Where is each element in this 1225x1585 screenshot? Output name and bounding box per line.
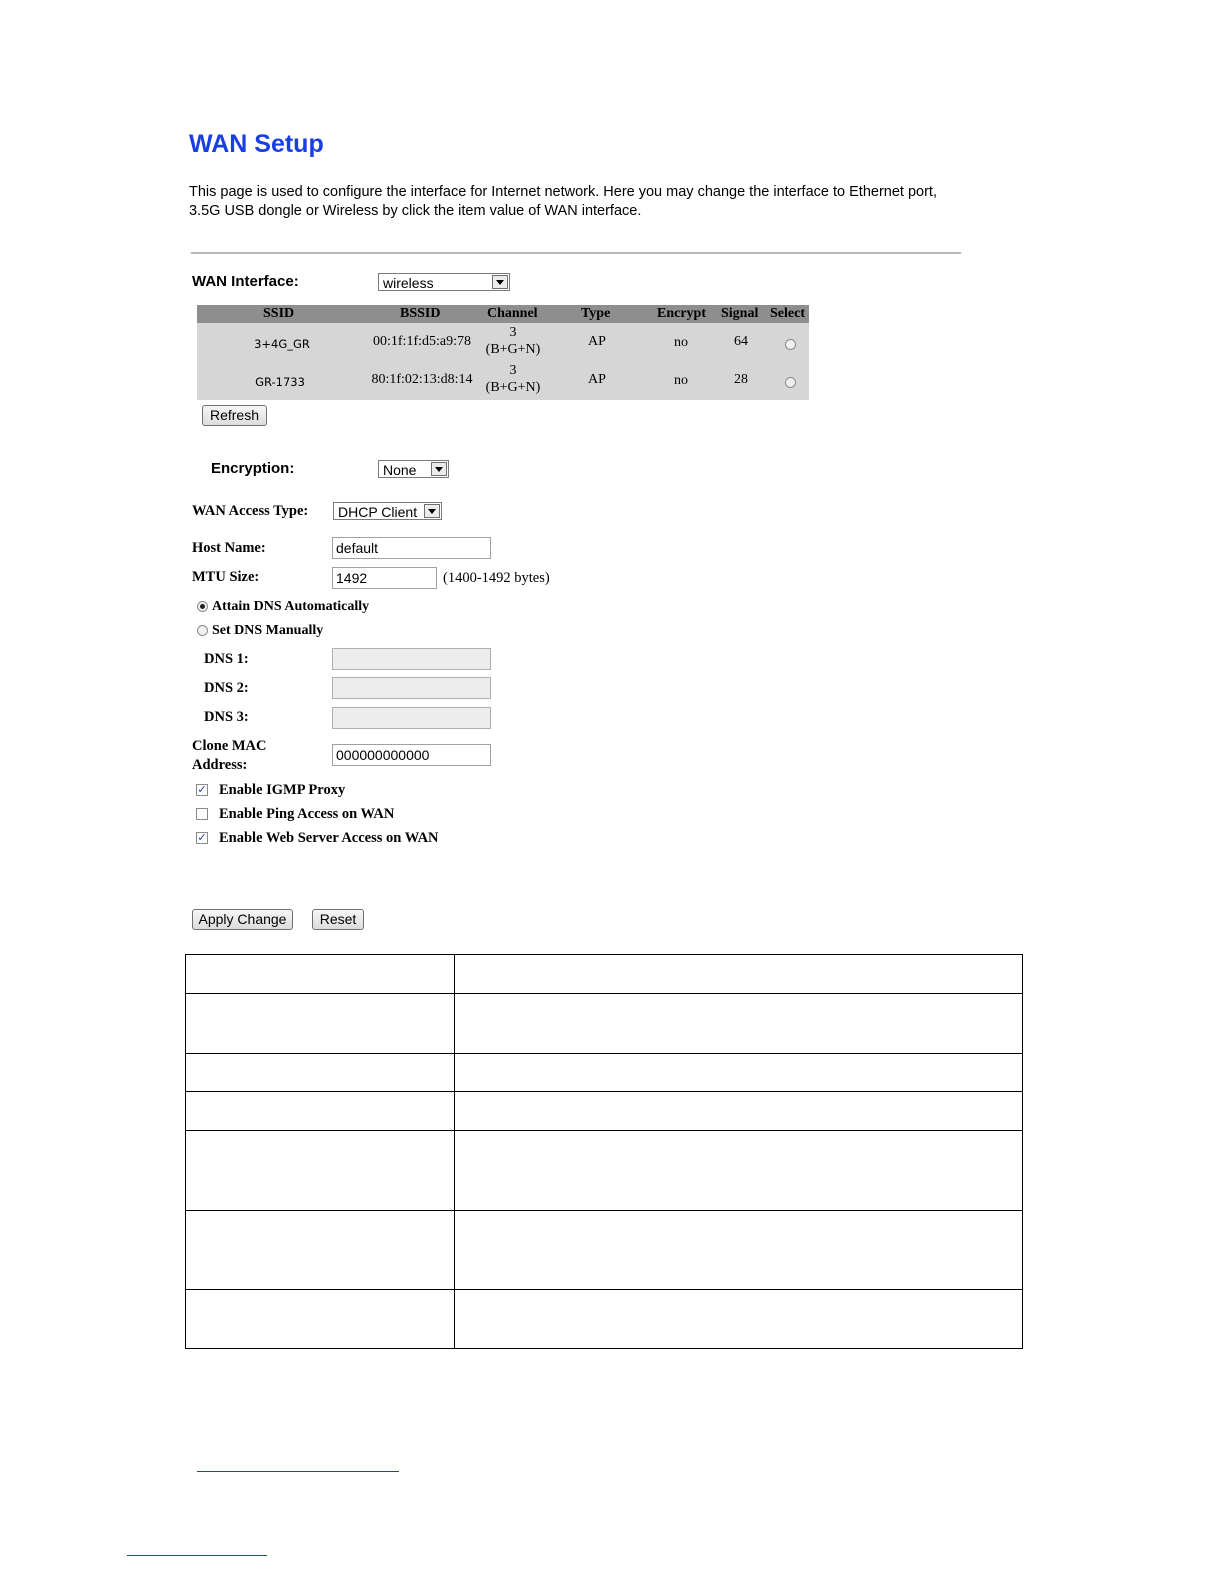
clone-mac-label-line2: Address: (192, 757, 248, 773)
refresh-button[interactable]: Refresh (202, 405, 267, 426)
table-cell-ssid: GR-1733 (255, 375, 305, 389)
dns2-label: DNS 2: (204, 680, 249, 696)
table-cell-bssid: 80:1f:02:13:d8:14 (371, 372, 473, 387)
table-cell-signal: 28 (734, 372, 748, 387)
web-access-label: Enable Web Server Access on WAN (219, 830, 439, 846)
page-description: This page is used to configure the interface for Internet network. Here you may change the interface to Ethernet port, 3.5G USB dongle or Wireless by click the item value of WAN interface. (189, 184, 937, 219)
table-cell-encrypt: no (674, 373, 688, 388)
dns-manual-radio[interactable] (197, 625, 208, 636)
chevron-down-icon (431, 462, 447, 476)
dns-manual-label: Set DNS Manually (212, 623, 324, 638)
dns1-label: DNS 1: (204, 651, 249, 667)
col-ssid: SSID (263, 306, 295, 321)
host-name-input[interactable]: default (332, 537, 491, 559)
col-select: Select (770, 306, 805, 321)
web-access-checkbox[interactable]: ✓ (197, 832, 207, 844)
access-type-label: WAN Access Type: (192, 503, 309, 519)
table-cell-type: AP (588, 334, 606, 349)
col-signal: Signal (721, 306, 759, 321)
access-type-select[interactable] (333, 502, 442, 520)
igmp-proxy-checkbox[interactable]: ✓ (197, 784, 207, 796)
dns1-input[interactable] (332, 648, 491, 670)
site-survey-table (197, 305, 809, 400)
clone-mac-label-line1: Clone MAC (192, 738, 267, 754)
ping-access-label: Enable Ping Access on WAN (219, 806, 395, 822)
dns3-input[interactable] (332, 707, 491, 729)
encryption-select[interactable] (378, 460, 449, 478)
igmp-proxy-label: Enable IGMP Proxy (219, 782, 346, 798)
apply-change-button[interactable]: Apply Change (192, 909, 293, 930)
reset-button[interactable]: Reset (312, 909, 364, 930)
parameter-table (185, 954, 1023, 1349)
select-radio-row-2[interactable] (785, 377, 796, 388)
mtu-hint: (1400-1492 bytes) (443, 570, 550, 586)
divider (191, 252, 961, 254)
table-cell-bssid: 00:1f:1f:d5:a9:78 (373, 334, 471, 349)
page-title: WAN Setup (189, 130, 324, 158)
ping-access-checkbox[interactable] (196, 808, 208, 820)
dns-auto-label: Attain DNS Automatically (212, 599, 370, 614)
dns2-input[interactable] (332, 677, 491, 699)
col-bssid: BSSID (400, 306, 441, 321)
wan-interface-value: wireless (383, 275, 434, 291)
table-cell-ssid: 3+4G_GR (254, 337, 310, 351)
footnote-link-underline (197, 1471, 399, 1472)
encryption-value: None (383, 462, 417, 478)
dns3-label: DNS 3: (204, 709, 249, 725)
clone-mac-input[interactable]: 000000000000 (332, 744, 491, 766)
table-cell-channel: 3 (509, 325, 517, 340)
col-type: Type (581, 306, 611, 321)
encryption-label: Encryption: (211, 460, 295, 477)
table-row-divider (186, 1210, 1022, 1211)
table-row-divider (186, 1091, 1022, 1092)
dns-auto-radio[interactable] (197, 601, 208, 612)
wan-interface-label: WAN Interface: (192, 273, 299, 290)
table-cell-channel-mode: (B+G+N) (485, 342, 541, 357)
col-encrypt: Encrypt (657, 306, 706, 321)
select-radio-row-1[interactable] (785, 339, 796, 350)
table-row-divider (186, 1130, 1022, 1131)
table-cell-encrypt: no (674, 335, 688, 350)
mtu-label: MTU Size: (192, 569, 260, 585)
wan-interface-select[interactable] (378, 273, 510, 291)
chevron-down-icon (492, 275, 508, 289)
access-type-value: DHCP Client (338, 504, 418, 520)
mtu-input[interactable]: 1492 (332, 567, 437, 589)
table-row-divider (186, 1289, 1022, 1290)
table-row-divider (186, 1053, 1022, 1054)
chevron-down-icon (424, 504, 440, 518)
table-cell-signal: 64 (734, 334, 748, 349)
table-row-divider (186, 993, 1022, 994)
host-name-label: Host Name: (192, 540, 266, 556)
col-channel: Channel (487, 306, 538, 321)
table-cell-type: AP (588, 372, 606, 387)
footer-link-underline (127, 1555, 267, 1556)
table-cell-channel-mode: (B+G+N) (485, 380, 541, 395)
site-survey-header (197, 305, 809, 323)
table-cell-channel: 3 (509, 363, 517, 378)
